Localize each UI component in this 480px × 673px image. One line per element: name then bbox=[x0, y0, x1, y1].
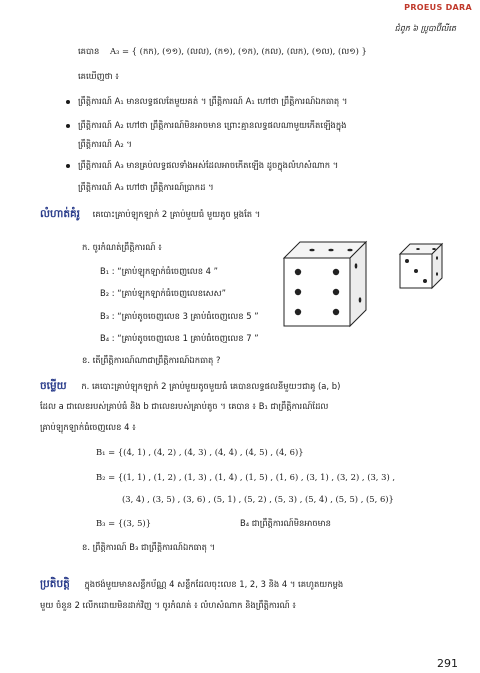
a3-label: គេបាន bbox=[78, 46, 100, 56]
dice-illustration bbox=[282, 236, 460, 336]
event-b2: B₂ : “គ្រាប់ឡុកឡាក់ធំចេញលេខសេស” bbox=[100, 288, 226, 298]
a3-definition bbox=[78, 46, 367, 57]
bullet-dot bbox=[66, 124, 70, 128]
event-b4: B₄ : “គ្រាប់តូចចេញលេខ 1 គ្រាប់ធំចេញលេខ 7 ” bbox=[100, 333, 259, 343]
solution-line: ចម្លើយ ក. គេបោះគ្រាប់ឡុកឡាក់ 2 គ្រាប់មួយតូចមួយធំ គេបានលទ្ធផលនីមួយៗជាគូ (a, b) bbox=[40, 380, 341, 392]
bullet-dot bbox=[66, 100, 70, 104]
bullet-item: ព្រឹត្តិការណ៍ A₁ មានលទ្ធផលតែមួយគត់ ។ ព្រឹត្តិការណ៍ A₁ ហៅថា ព្រឹត្តិការណ៍ឯកធាតុ ។ bbox=[66, 96, 347, 107]
solution-line: ដែល a ជាលេខរបស់គ្រាប់ធំ និង b ជាលេខរបស់គ្រាប់តូច ។ គេបាន ៖ B₁ ជាព្រឹត្តិការណ៍ដែល bbox=[40, 401, 329, 411]
a3-set: A₃ = { (កក), (១១), (លល), (ក១), (១ក), (កល), (លក), (១ល), (ល១) } bbox=[109, 46, 367, 56]
bullet-continuation: ព្រឹត្តិការណ៍ A₃ ហៅថា ព្រឹត្តិការណ៍ប្រាកដ ។ bbox=[78, 182, 214, 192]
set-b2-continuation: (3, 4) , (3, 5) , (3, 6) , (5, 1) , (5, 2) , (5, 3) , (5, 4) , (5, 5) , (5, 6)} bbox=[122, 494, 394, 504]
bullet-continuation: ព្រឹត្តិការណ៍ A₂ ។ bbox=[78, 139, 132, 149]
example-label: លំហាត់គំរូ bbox=[40, 208, 80, 220]
brand-watermark: PROEUS DARA bbox=[404, 3, 472, 12]
bullet-dot bbox=[66, 164, 70, 168]
part-a-question: ក. ចូរកំណត់ព្រឹត្តិការណ៍ ៖ bbox=[82, 242, 162, 252]
page-number: 291 bbox=[437, 657, 458, 671]
solution-part-b: ខ. ព្រឹត្តិការណ៍ B₃ ជាព្រឹត្តិការណ៍ឯកធាតុ ។ bbox=[82, 542, 216, 552]
part-b-question: ខ. តើព្រឹត្តិការណ៍ណាជាព្រឹត្តិការណ៍ឯកធាតុ ? bbox=[82, 355, 221, 365]
set-b1: B₁ = {(4, 1) , (4, 2) , (4, 3) , (4, 4) , (4, 5) , (4, 6)} bbox=[96, 447, 304, 457]
practice-heading: ប្រតិបត្តិ ក្នុងថង់មួយមានសន្លឹកប័ណ្ណ 4 សន្លឹកដែលចុះលេខ 1, 2, 3 និង 4 ។ គេហូតយកម្ដង bbox=[40, 578, 344, 590]
practice-label: ប្រតិបត្តិ bbox=[40, 578, 70, 590]
bullet-item: ព្រឹត្តិការណ៍ A₃ មានគ្រប់លទ្ធផលទាំងអស់ដែលអាចកើតឡើង ដូចក្នុងលំហសំណាក ។ bbox=[66, 160, 338, 171]
set-b3: B₃ = {(3, 5)} bbox=[96, 518, 152, 528]
solution-label: ចម្លើយ bbox=[40, 380, 67, 392]
set-b2: B₂ = {(1, 1) , (1, 2) , (1, 3) , (1, 4) , (1, 5) , (1, 6) , (3, 1) , (3, 2) , (3, 3) , bbox=[96, 472, 396, 482]
example-heading bbox=[40, 208, 260, 221]
bullet-item: ព្រឹត្តិការណ៍ A₂ ហៅថា ព្រឹត្តិការណ៍មិនអាចមាន ព្រោះគ្មានលទ្ធផលណាមួយកើតឡើងក្នុង bbox=[66, 120, 347, 131]
small-die bbox=[400, 244, 442, 288]
observe-text: គេឃើញថា ៖ bbox=[78, 71, 119, 81]
chapter-header: ជំពូក ៦ ប្រូបាប៊ីលីតេ bbox=[394, 24, 456, 33]
solution-line: គ្រាប់ឡុកឡាក់ធំចេញលេខ 4 ៖ bbox=[40, 422, 136, 432]
event-b1: B₁ : “គ្រាប់ឡុកឡាក់ធំចេញលេខ 4 ” bbox=[100, 266, 218, 276]
example-statement: គេបោះគ្រាប់ឡុកឡាក់ 2 គ្រាប់មួយធំ មួយតូច ម្ដងតែ ។ bbox=[92, 209, 261, 219]
set-b4: B₄ ជាព្រឹត្តិការណ៍មិនអាចមាន bbox=[240, 518, 331, 528]
practice-line: មួយ ចំនួន 2 លើកដោយមិនដាក់វិញ ។ ចូរកំណត់ ៖ លំហសំណាក និងព្រឹត្តិការណ៍ ៖ bbox=[40, 600, 297, 610]
event-b3: B₃ : “គ្រាប់តូចចេញលេខ 3 គ្រាប់ធំចេញលេខ 5 ” bbox=[100, 311, 259, 321]
